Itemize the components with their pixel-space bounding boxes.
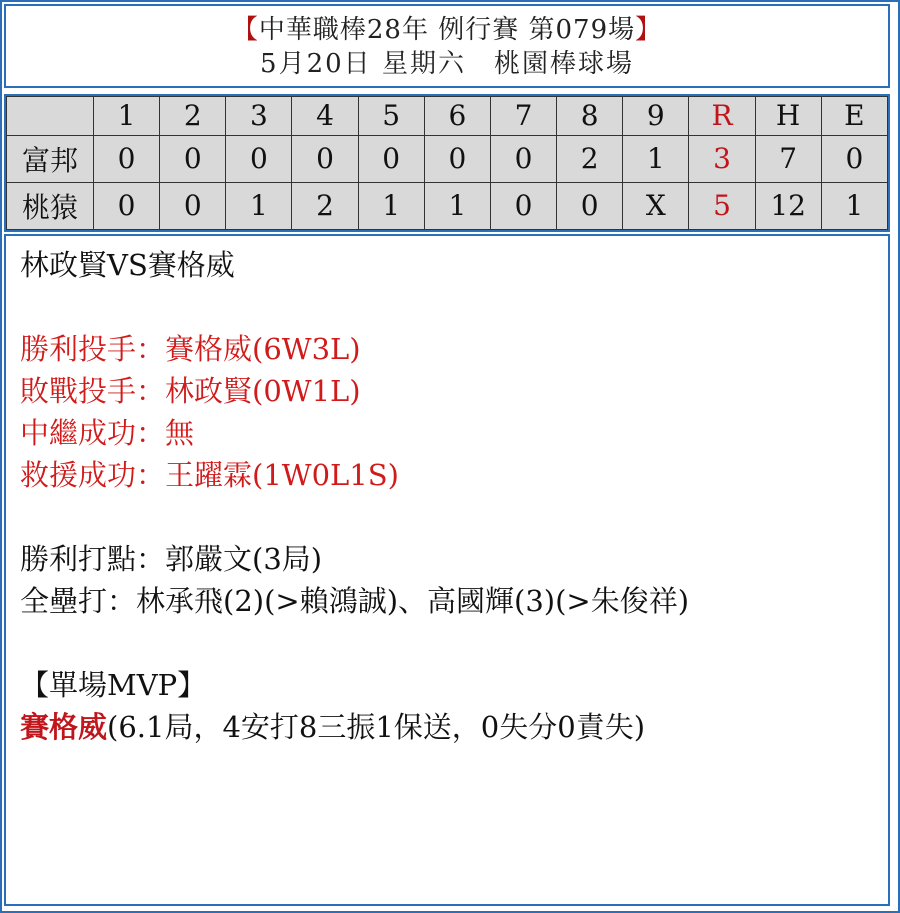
losing-pitcher: 敗戰投手：林政賢(0W1L): [20, 374, 361, 408]
mvp-heading: 【單場MVP】: [20, 668, 207, 702]
hits-total: 12: [755, 182, 821, 229]
title-text: 中華職棒28年 例行賽 第079場: [258, 15, 636, 45]
scoreboard-row-home: [7, 182, 888, 229]
inning-header: 2: [160, 97, 226, 136]
save-pitcher: 救援成功：王躍霖(1W0L1S): [20, 458, 399, 492]
home-runs: 全壘打：林承飛(2)(>賴鴻誠)、高國輝(3)(>朱俊祥): [20, 584, 690, 618]
inning-score: X: [623, 182, 689, 229]
inning-score: 0: [490, 135, 556, 182]
inning-header: 6: [424, 97, 490, 136]
inning-header: 1: [94, 97, 160, 136]
inning-score: 0: [358, 135, 424, 182]
hits-total: 7: [755, 135, 821, 182]
inning-score: 1: [358, 182, 424, 229]
team-name: 桃猿: [7, 182, 94, 229]
runs-total: 3: [689, 135, 755, 182]
game-header: [4, 4, 890, 88]
inning-score: 0: [490, 182, 556, 229]
title-bracket-open: 【: [231, 15, 259, 45]
errors-total: 1: [821, 182, 887, 229]
title-bracket-close: 】: [635, 15, 663, 45]
inning-header: 8: [557, 97, 623, 136]
inning-score: 0: [292, 135, 358, 182]
game-date-venue: 5月20日 星期六 桃園棒球場: [260, 49, 634, 79]
inning-score: 0: [94, 135, 160, 182]
mvp-stats: (6.1局，4安打8三振1保送，0失分0責失): [107, 710, 646, 744]
inning-header: 5: [358, 97, 424, 136]
runs-header: R: [689, 97, 755, 136]
runs-total: 5: [689, 182, 755, 229]
game-title: [6, 14, 888, 46]
errors-header: E: [821, 97, 887, 136]
inning-score: 0: [424, 135, 490, 182]
hits-header: H: [755, 97, 821, 136]
summary-text: [20, 244, 880, 748]
inning-score: 1: [226, 182, 292, 229]
inning-header: 7: [490, 97, 556, 136]
team-name: 富邦: [7, 135, 94, 182]
inning-score: 0: [226, 135, 292, 182]
inning-header: 9: [623, 97, 689, 136]
inning-score: 0: [160, 182, 226, 229]
errors-total: 0: [821, 135, 887, 182]
hold-pitcher: 中繼成功：無: [20, 416, 195, 450]
spacer: [20, 286, 880, 328]
inning-score: 0: [557, 182, 623, 229]
header-cell: [7, 97, 94, 136]
winning-pitcher: 勝利投手：賽格威(6W3L): [20, 332, 361, 366]
mvp-line: [20, 706, 880, 748]
inning-score: 1: [623, 135, 689, 182]
inning-header: 4: [292, 97, 358, 136]
scoreboard-table: [6, 96, 888, 230]
spacer: [20, 496, 880, 538]
matchup-line: 林政賢VS賽格威: [20, 248, 235, 282]
mvp-name: 賽格威: [20, 710, 108, 744]
inning-score: 0: [94, 182, 160, 229]
inning-header: 3: [226, 97, 292, 136]
inning-score: 2: [557, 135, 623, 182]
game-summary-body: [4, 234, 890, 906]
inning-score: 2: [292, 182, 358, 229]
scoreboard-row-away: [7, 135, 888, 182]
inning-score: 1: [424, 182, 490, 229]
spacer: [20, 622, 880, 664]
game-winning-rbi: 勝利打點：郭嚴文(3局): [20, 542, 323, 576]
scoreboard: [4, 94, 890, 232]
inning-score: 0: [160, 135, 226, 182]
scoreboard-header-row: [7, 97, 888, 136]
